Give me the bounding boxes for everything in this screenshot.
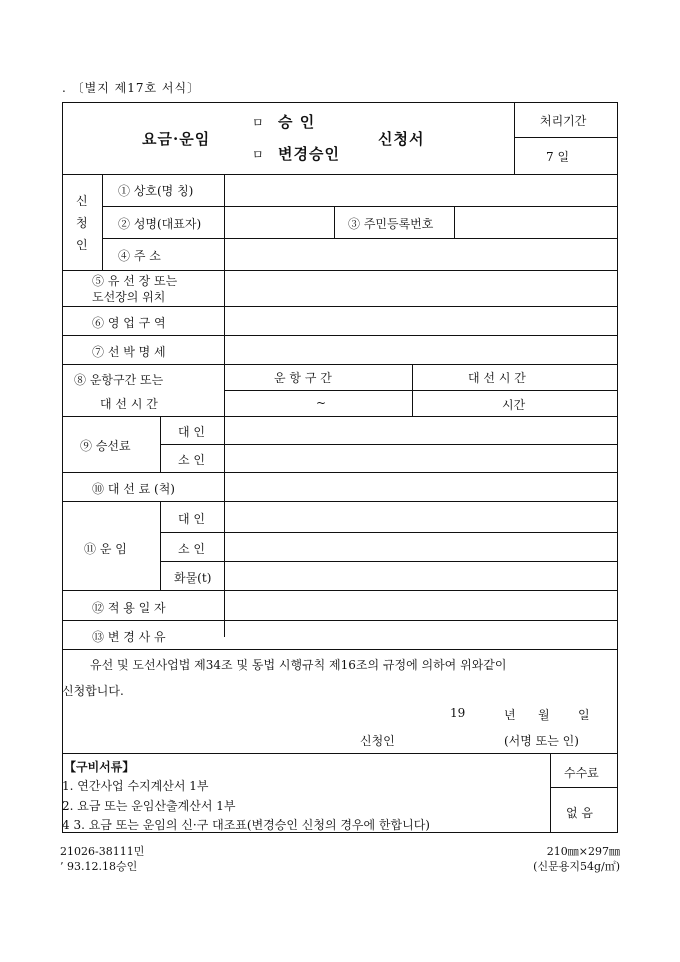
- processing-period-value: 7 일: [546, 150, 570, 164]
- charter-time-header: 대 선 시 간: [468, 371, 526, 385]
- divider: [62, 335, 618, 336]
- field-label-charter-fee: ⑩ 대 선 료 (척): [92, 482, 175, 496]
- divider: [334, 206, 335, 238]
- field-label-representative: ② 성명(대표자): [118, 217, 202, 231]
- field-label-route-line2: 대 선 시 간: [100, 397, 158, 411]
- divider: [102, 174, 103, 270]
- divider: [62, 174, 618, 175]
- border-top: [62, 102, 618, 103]
- divider: [62, 416, 618, 417]
- divider: [224, 174, 225, 637]
- declaration-line2: 신청합니다.: [62, 684, 124, 698]
- divider: [62, 472, 618, 473]
- divider: [550, 787, 618, 788]
- divider: [160, 501, 161, 590]
- fare-child-label: 소 인: [178, 542, 205, 556]
- boarding-fee-adult-label: 대 인: [178, 425, 205, 439]
- field-label-business-name: ① 상호(명 칭): [118, 184, 194, 198]
- route-section-value[interactable]: ~: [316, 396, 327, 410]
- divider: [62, 364, 618, 365]
- title-suffix: 신청서: [378, 130, 425, 148]
- applicant-label-1: 신: [76, 194, 88, 208]
- date-day-label: 일: [578, 708, 590, 722]
- field-label-change-reason: ⑬ 변 경 사 유: [92, 630, 166, 644]
- field-label-address: ④ 주 소: [118, 249, 161, 263]
- field-label-location-line1: ⑤ 유 선 장 또는: [92, 274, 178, 288]
- title-option-approval: 승 인: [278, 113, 316, 131]
- date-month-label: 월: [538, 708, 550, 722]
- divider: [160, 561, 618, 562]
- fee-value: 없 음: [566, 806, 593, 820]
- divider: [102, 238, 618, 239]
- required-document-2: 2. 요금 또는 운임산출계산서 1부: [62, 799, 236, 813]
- fee-label: 수수료: [564, 766, 599, 780]
- border-left: [62, 102, 63, 833]
- field-label-route-line1: ⑧ 운항구간 또는: [74, 373, 164, 387]
- title-option-change-approval: 변경승인: [278, 145, 340, 163]
- applicant-signature-label: 신청인: [360, 734, 395, 748]
- required-document-1: 1. 연간사업 수지계산서 1부: [62, 779, 209, 793]
- field-label-location-line2: 도선장의 위치: [92, 290, 166, 304]
- divider: [62, 306, 618, 307]
- divider: [62, 753, 618, 754]
- paper-size: 210㎜×297㎜: [546, 845, 620, 858]
- field-label-business-area: ⑥ 영 업 구 역: [92, 316, 166, 330]
- title-prefix: 요금·운임: [142, 130, 211, 148]
- required-document-3: 4 3. 요금 또는 운임의 신·구 대조표(변경승인 신청의 경우에 한합니다): [62, 818, 430, 832]
- divider: [62, 620, 618, 621]
- checkbox-change-approval-icon[interactable]: ㅁ: [252, 148, 264, 162]
- field-label-effective-date: ⑫ 적 용 일 자: [92, 601, 166, 615]
- divider: [102, 206, 618, 207]
- divider: [514, 137, 618, 138]
- processing-period-label: 처리기간: [540, 114, 587, 128]
- divider: [454, 206, 455, 238]
- divider: [160, 444, 618, 445]
- divider: [62, 270, 618, 271]
- divider: [550, 753, 551, 833]
- divider: [62, 590, 618, 591]
- application-form: [62, 102, 618, 833]
- applicant-label-2: 청: [76, 216, 88, 230]
- divider: [514, 102, 515, 174]
- divider: [160, 532, 618, 533]
- divider: [412, 364, 413, 416]
- route-section-header: 운 항 구 간: [274, 371, 332, 385]
- checkbox-approval-icon[interactable]: ㅁ: [252, 116, 264, 130]
- field-label-boarding-fee: ⑨ 승선료: [80, 439, 131, 453]
- applicant-label-3: 인: [76, 238, 88, 252]
- divider: [62, 501, 618, 502]
- approval-date: ’ 93.12.18승인: [60, 860, 138, 873]
- field-label-vessel-details: ⑦ 선 박 명 세: [92, 345, 166, 359]
- divider: [62, 649, 618, 650]
- required-documents-header: 【구비서류】: [64, 760, 135, 774]
- boarding-fee-child-label: 소 인: [178, 453, 205, 467]
- divider: [224, 390, 618, 391]
- sign-or-seal-label: (서명 또는 인): [504, 734, 579, 748]
- field-label-resident-number: ③ 주민등록번호: [348, 217, 434, 231]
- date-year: 19: [450, 706, 466, 720]
- charter-time-value[interactable]: 시간: [502, 398, 526, 412]
- form-reference-note: . 〔별지 제17호 서식〕: [62, 81, 201, 95]
- date-year-label: 년: [504, 708, 516, 722]
- field-label-fare: ⑪ 운 임: [84, 542, 127, 556]
- declaration-line1: 유선 및 도선사업법 제34조 및 동법 시행규칙 제16조의 규정에 의하여 위와같이: [90, 658, 507, 672]
- border-right: [617, 102, 618, 833]
- form-code: 21026-38111민: [60, 845, 145, 858]
- fare-cargo-label: 화물(t): [174, 571, 212, 585]
- fare-adult-label: 대 인: [178, 512, 205, 526]
- paper-type: (신문용지54g/㎡): [533, 860, 620, 873]
